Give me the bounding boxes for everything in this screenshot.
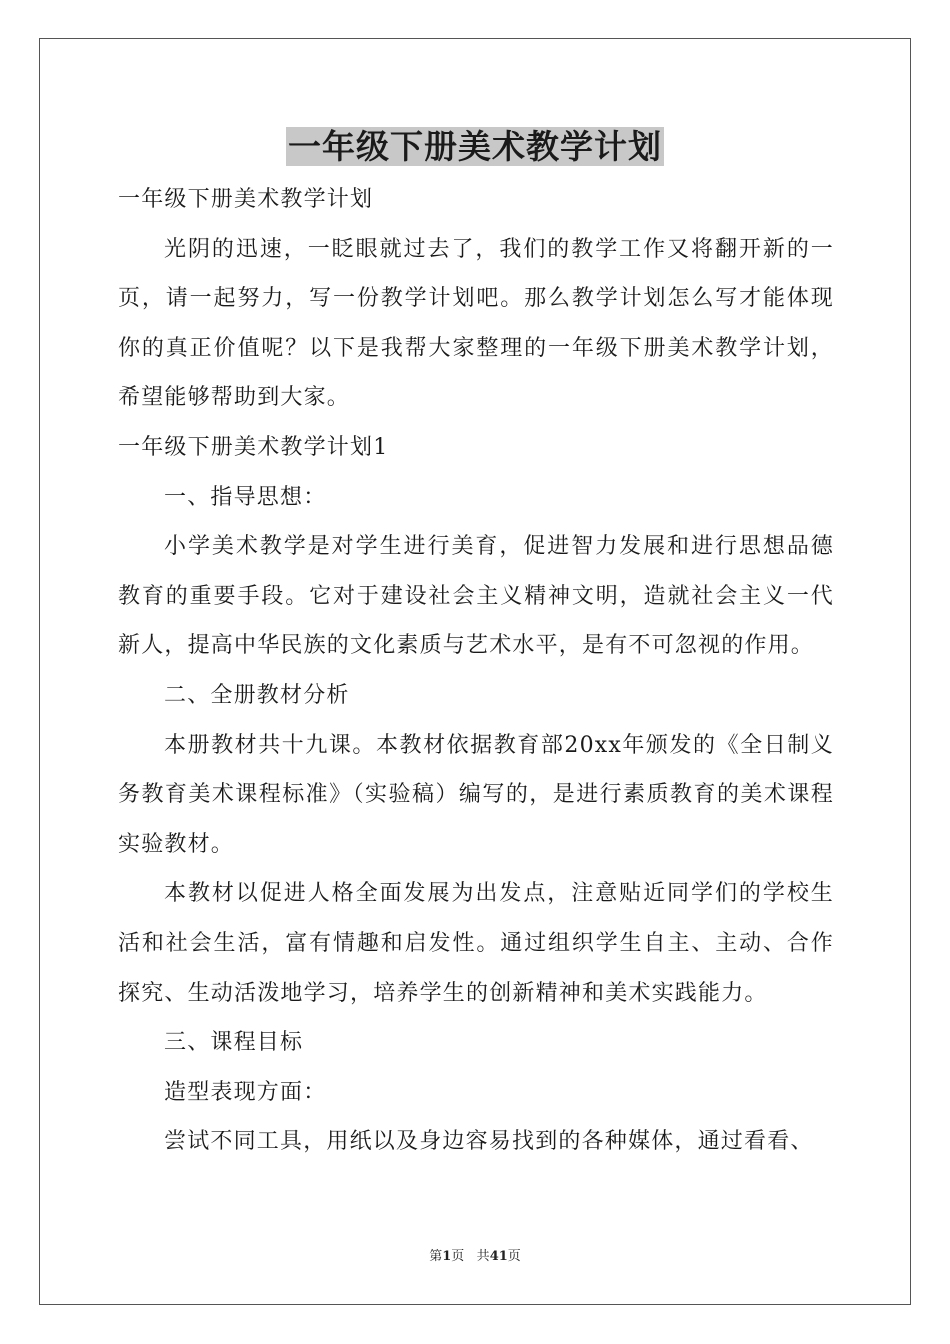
footer-page-current: 1 [442,1249,452,1264]
document-title-text: 一年级下册美术教学计划 [288,127,662,166]
paragraph: 本册教材共十九课。本教材依据教育部20xx年颁发的《全日制义务教育美术课程标准》（实验稿）编写的，是进行素质教育的美术课程实验教材。 [118,732,834,857]
paragraph: 一年级下册美术教学计划1 [118,434,389,460]
paragraph: 一、指导思想： [164,484,327,510]
paragraph: 一年级下册美术教学计划 [118,187,374,212]
footer-page-prefix: 第 [429,1249,443,1264]
footer-total-prefix: 共 [476,1249,490,1264]
paragraph: 三、课程目标 [164,1030,304,1056]
paragraph: 光阴的迅速，一眨眼就过去了，我们的教学工作又将翻开新的一页，请一起努力，写一份教学计划吧。那么教学计划怎么写才能体现你的真正价值呢？以下是我帮大家整理的一年级下册美术教学计划，希望能够帮助到大家。 [118,236,834,411]
document-body [118,175,834,1167]
footer-page-suffix: 页 [451,1249,465,1264]
paragraph: 本教材以促进人格全面发展为出发点，注意贴近同学们的学校生活和社会生活，富有情趣和启发性。通过组织学生自主、主动、合作探究、生动活泼地学习，培养学生的创新精神和美术实践能力。 [118,881,834,1006]
paragraph: 小学美术教学是对学生进行美育，促进智力发展和进行思想品德教育的重要手段。它对于建设社会主义精神文明，造就社会主义一代新人，提高中华民族的文化素质与艺术水平，是有不可忽视的作用。 [118,534,834,659]
paragraph: 尝试不同工具，用纸以及身边容易找到的各种媒体，通过看看、 [164,1129,814,1155]
footer-page-total: 41 [489,1249,508,1264]
document-title [0,122,950,172]
paragraph: 二、全册教材分析 [164,682,350,708]
footer-total-suffix: 页 [507,1249,521,1264]
paragraph: 造型表现方面： [164,1079,327,1105]
page-footer [0,1247,950,1267]
